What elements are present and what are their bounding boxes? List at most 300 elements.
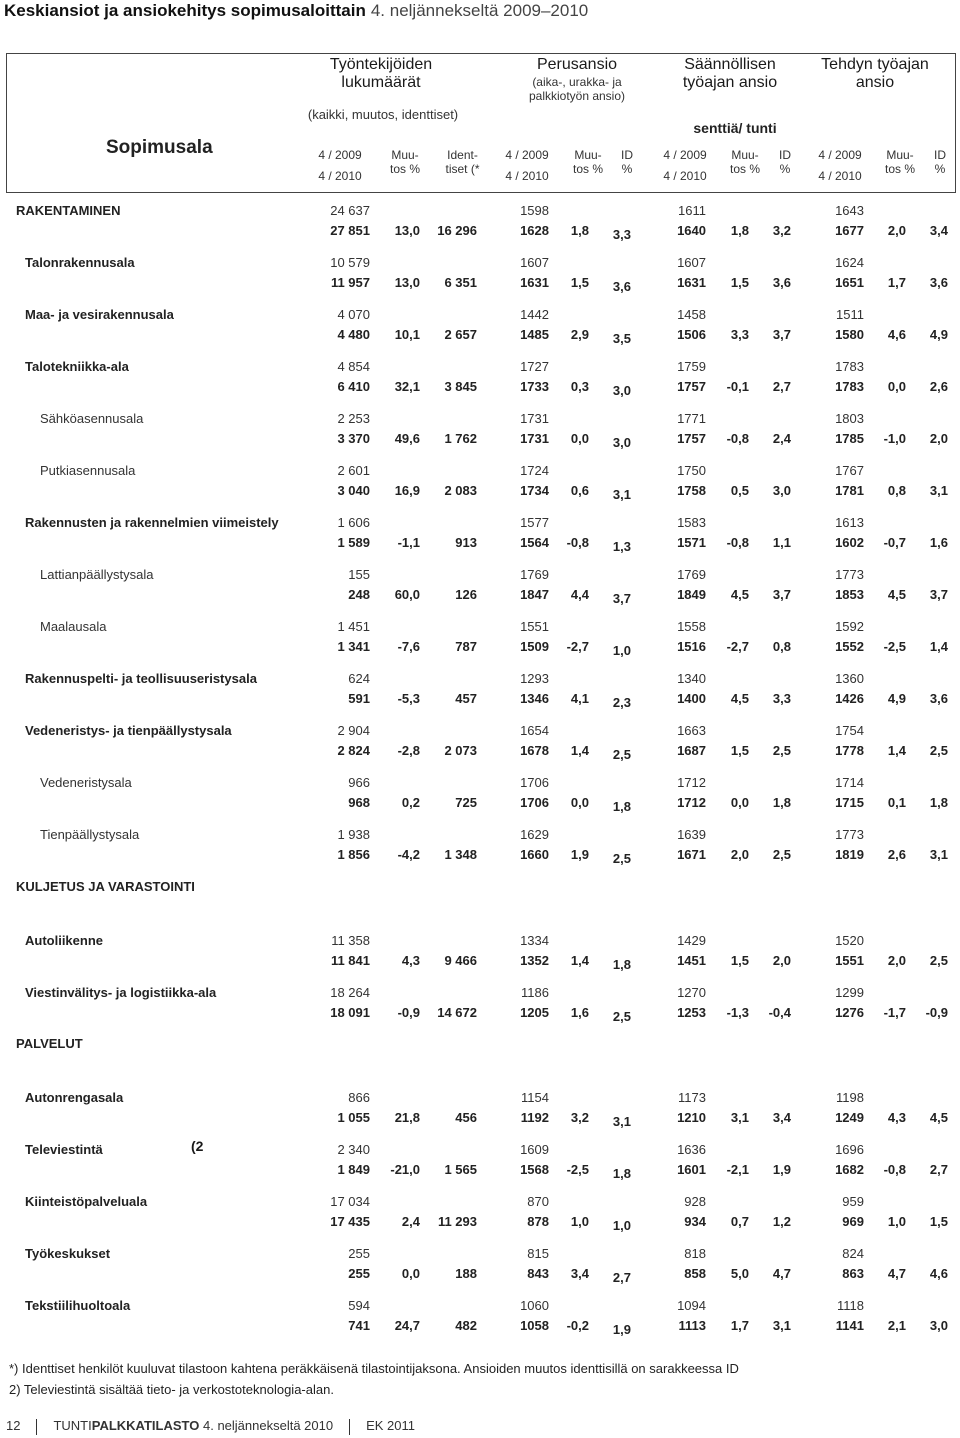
row-label: Talonrakennusala: [25, 255, 135, 270]
cell-workers-change: 60,0: [394, 587, 420, 602]
cell-saannollinen-2009: 1759: [677, 359, 706, 374]
cell-workers-2009: 2 340: [337, 1142, 370, 1157]
cell-saannollinen-id: 3,7: [772, 587, 791, 602]
cell-workers-change: 21,8: [394, 1110, 420, 1125]
cell-perusansio-id: 1,8: [612, 957, 631, 972]
cell-saannollinen-change: 3,1: [730, 1110, 749, 1125]
cell-tehdyn-2009: 1714: [835, 775, 864, 790]
cell-workers-2010: 741: [348, 1318, 370, 1333]
cell-perusansio-2009: 815: [527, 1246, 549, 1261]
cell-perusansio-2010: 1731: [520, 431, 549, 446]
cell-tehdyn-2010: 1651: [835, 275, 864, 290]
cell-workers-2010: 1 856: [337, 847, 370, 862]
row-label: Rakennuspelti- ja teollisuuseristysala: [25, 671, 257, 686]
table-row: [0, 1242, 960, 1290]
cell-tehdyn-change: -1,7: [883, 1005, 906, 1020]
cell-workers-identical: 9 466: [444, 953, 477, 968]
cell-saannollinen-change: -2,1: [726, 1162, 749, 1177]
table-row: [0, 667, 960, 715]
cell-workers-identical: 1 762: [444, 431, 477, 446]
cell-tehdyn-2010: 1781: [835, 483, 864, 498]
header-tehdyn-title: Tehdyn työajan ansio: [821, 56, 929, 92]
cell-saannollinen-2009: 818: [684, 1246, 706, 1261]
cell-workers-2009: 2 253: [337, 411, 370, 426]
cell-saannollinen-id: 3,4: [772, 1110, 791, 1125]
cell-workers-identical: 126: [455, 587, 477, 602]
cell-tehdyn-2010: 1426: [835, 691, 864, 706]
table-row: [0, 981, 960, 1029]
table-row: [0, 615, 960, 663]
cell-workers-identical: 482: [455, 1318, 477, 1333]
cell-tehdyn-change: -1,0: [883, 431, 906, 446]
cell-tehdyn-2009: 1773: [835, 827, 864, 842]
title-main: Keskiansiot ja ansiokehitys sopimusaloittain: [4, 1, 366, 20]
cell-saannollinen-2009: 1094: [677, 1298, 706, 1313]
cell-perusansio-2009: 1186: [521, 985, 549, 1000]
cell-tehdyn-2010: 1602: [835, 535, 864, 550]
cell-workers-2010: 3 370: [337, 431, 370, 446]
cell-tehdyn-2009: 1643: [835, 203, 864, 218]
header-id: ID %: [934, 148, 946, 176]
row-label: Rakennusten ja rakennelmien viimeistely: [25, 515, 279, 530]
cell-perusansio-2010: 1628: [520, 223, 549, 238]
cell-perusansio-change: 1,4: [570, 953, 589, 968]
header-id: ID %: [621, 148, 633, 176]
header-period-2009: 4 / 2009: [318, 148, 362, 162]
cell-perusansio-change: 2,9: [570, 327, 589, 342]
cell-perusansio-2009: 1551: [520, 619, 549, 634]
table-row: [0, 407, 960, 455]
cell-tehdyn-change: 4,3: [887, 1110, 906, 1125]
cell-workers-2010: 2 824: [337, 743, 370, 758]
table-row: [0, 1294, 960, 1342]
row-label: Autoliikenne: [25, 933, 104, 948]
cell-perusansio-2009: 1706: [520, 775, 549, 790]
cell-perusansio-id: 1,0: [612, 1218, 631, 1233]
cell-perusansio-change: -0,2: [566, 1318, 589, 1333]
header-id: ID %: [779, 148, 791, 176]
cell-saannollinen-change: -0,1: [726, 379, 749, 394]
cell-saannollinen-2010: 934: [684, 1214, 706, 1229]
cell-perusansio-2009: 1293: [520, 671, 549, 686]
cell-perusansio-change: -0,8: [566, 535, 589, 550]
header-period-2010: 4 / 2010: [663, 169, 707, 183]
cell-workers-change: 16,9: [394, 483, 420, 498]
cell-perusansio-id: 3,0: [612, 435, 631, 450]
cell-perusansio-change: 1,0: [570, 1214, 589, 1229]
cell-saannollinen-id: 1,2: [772, 1214, 791, 1229]
cell-saannollinen-2010: 1758: [677, 483, 706, 498]
cell-saannollinen-2010: 1571: [677, 535, 706, 550]
cell-tehdyn-change: 1,0: [887, 1214, 906, 1229]
cell-tehdyn-2009: 1511: [836, 307, 864, 322]
table-row: [0, 823, 960, 871]
cell-tehdyn-id: 3,1: [929, 847, 948, 862]
cell-perusansio-id: 3,5: [612, 331, 631, 346]
cell-workers-2009: 2 904: [337, 723, 370, 738]
cell-perusansio-2010: 1847: [520, 587, 549, 602]
row-label: Viestinvälitys- ja logistiikka-ala: [25, 985, 217, 1000]
cell-perusansio-2009: 1577: [520, 515, 549, 530]
cell-perusansio-2009: 1769: [520, 567, 549, 582]
cell-perusansio-2010: 878: [527, 1214, 549, 1229]
header-saannollinen-title: Säännöllisen työajan ansio: [682, 56, 778, 92]
table-row: [0, 251, 960, 299]
title-period: 4. neljännekseltä 2009–2010: [370, 1, 589, 20]
cell-saannollinen-change: -0,8: [726, 431, 749, 446]
cell-tehdyn-2010: 1276: [835, 1005, 864, 1020]
cell-workers-identical: 787: [455, 639, 477, 654]
cell-perusansio-2010: 843: [527, 1266, 549, 1281]
cell-tehdyn-change: 2,6: [887, 847, 906, 862]
cell-perusansio-change: 0,3: [570, 379, 589, 394]
cell-perusansio-change: 1,5: [570, 275, 589, 290]
cell-saannollinen-2009: 1458: [677, 307, 706, 322]
cell-tehdyn-2010: 1682: [835, 1162, 864, 1177]
header-perusansio-sub: (aika-, urakka- ja palkkiotyön ansio): [528, 75, 626, 103]
cell-saannollinen-change: 1,7: [730, 1318, 749, 1333]
cell-workers-change: 13,0: [394, 223, 420, 238]
cell-saannollinen-id: 3,2: [772, 223, 791, 238]
cell-tehdyn-change: -0,8: [883, 1162, 906, 1177]
cell-tehdyn-id: 3,0: [929, 1318, 948, 1333]
cell-workers-change: -5,3: [397, 691, 420, 706]
cell-saannollinen-2009: 1636: [677, 1142, 706, 1157]
cell-tehdyn-2010: 969: [842, 1214, 864, 1229]
row-label: Tekstiilihuoltoala: [25, 1298, 131, 1313]
cell-saannollinen-change: 0,5: [730, 483, 749, 498]
cell-saannollinen-change: 3,3: [730, 327, 749, 342]
cell-saannollinen-change: -1,3: [726, 1005, 749, 1020]
section-palvelut: PALVELUT: [16, 1036, 83, 1051]
cell-workers-identical: 1 565: [444, 1162, 477, 1177]
cell-tehdyn-id: 4,6: [929, 1266, 948, 1281]
publisher: EK 2011: [366, 1418, 416, 1433]
cell-workers-2010: 3 040: [337, 483, 370, 498]
cell-perusansio-change: 4,4: [570, 587, 589, 602]
header-period-2009: 4 / 2009: [505, 148, 549, 162]
cell-saannollinen-id: 3,7: [772, 327, 791, 342]
cell-tehdyn-2009: 1299: [835, 985, 864, 1000]
header-workers-sub: (kaikki, muutos, identtiset): [307, 107, 459, 122]
cell-saannollinen-2010: 1400: [677, 691, 706, 706]
cell-tehdyn-2010: 1783: [835, 379, 864, 394]
cell-perusansio-2010: 1631: [520, 275, 549, 290]
cell-tehdyn-id: 2,5: [929, 743, 948, 758]
cell-tehdyn-id: 3,6: [929, 691, 948, 706]
cell-saannollinen-change: 0,0: [730, 795, 749, 810]
cell-workers-2010: 255: [348, 1266, 370, 1281]
cell-saannollinen-id: 2,4: [772, 431, 791, 446]
cell-tehdyn-2010: 1580: [835, 327, 864, 342]
cell-perusansio-2010: 1568: [520, 1162, 549, 1177]
cell-workers-2009: 866: [348, 1090, 370, 1105]
cell-saannollinen-2010: 1451: [677, 953, 706, 968]
cell-tehdyn-change: 0,0: [887, 379, 906, 394]
cell-perusansio-2009: 1154: [521, 1090, 549, 1105]
publication-name-b: PALKKATILASTO: [91, 1418, 200, 1433]
cell-perusansio-2010: 1733: [520, 379, 549, 394]
cell-perusansio-id: 1,0: [612, 643, 631, 658]
cell-workers-2009: 624: [348, 671, 370, 686]
cell-saannollinen-id: 3,1: [772, 1318, 791, 1333]
cell-tehdyn-2010: 1715: [835, 795, 864, 810]
cell-tehdyn-id: 2,6: [929, 379, 948, 394]
cell-saannollinen-change: -0,8: [726, 535, 749, 550]
cell-saannollinen-2009: 1639: [677, 827, 706, 842]
table-row: [0, 1138, 960, 1186]
cell-workers-2010: 4 480: [337, 327, 370, 342]
row-label: Sähköasennusala: [40, 411, 144, 426]
row-label: Maa- ja vesirakennusala: [25, 307, 174, 322]
cell-saannollinen-id: 2,5: [772, 847, 791, 862]
cell-workers-2010: 1 589: [337, 535, 370, 550]
cell-saannollinen-change: 4,5: [730, 587, 749, 602]
cell-saannollinen-2010: 858: [684, 1266, 706, 1281]
cell-tehdyn-2009: 1360: [835, 671, 864, 686]
table-row: [0, 303, 960, 351]
cell-perusansio-id: 3,7: [612, 591, 631, 606]
table-row: [0, 719, 960, 767]
cell-saannollinen-2010: 1687: [677, 743, 706, 758]
publication-name-a: TUNTI: [53, 1418, 92, 1433]
cell-saannollinen-change: 1,8: [730, 223, 749, 238]
cell-perusansio-id: 2,5: [612, 851, 631, 866]
cell-workers-2009: 11 358: [331, 933, 370, 948]
cell-perusansio-2010: 1678: [520, 743, 549, 758]
cell-workers-2010: 6 410: [337, 379, 370, 394]
cell-tehdyn-2010: 1785: [835, 431, 864, 446]
cell-saannollinen-change: 1,5: [730, 743, 749, 758]
cell-workers-change: 0,2: [401, 795, 420, 810]
cell-workers-identical: 725: [455, 795, 477, 810]
row-label: Maalausala: [40, 619, 107, 634]
cell-tehdyn-2010: 1677: [835, 223, 864, 238]
cell-workers-change: 49,6: [394, 431, 420, 446]
cell-saannollinen-2009: 1712: [677, 775, 706, 790]
cell-tehdyn-2010: 1552: [835, 639, 864, 654]
cell-perusansio-2009: 1334: [520, 933, 549, 948]
cell-workers-identical: 16 296: [437, 223, 477, 238]
cell-saannollinen-2010: 1849: [677, 587, 706, 602]
cell-perusansio-id: 2,5: [612, 747, 631, 762]
footnote-televiestinta: 2) Televiestintä sisältää tieto- ja verkostoteknologia-alan.: [9, 1382, 334, 1397]
header-period-2009: 4 / 2009: [818, 148, 862, 162]
cell-tehdyn-2009: 1613: [835, 515, 864, 530]
cell-saannollinen-2010: 1210: [677, 1110, 706, 1125]
cell-tehdyn-2009: 1783: [835, 359, 864, 374]
cell-saannollinen-id: 3,3: [772, 691, 791, 706]
header-period-2009: 4 / 2009: [663, 148, 707, 162]
header-identtiset: Ident- tiset (*: [445, 148, 480, 176]
cell-tehdyn-change: 0,1: [887, 795, 906, 810]
cell-tehdyn-2009: 1520: [835, 933, 864, 948]
cell-tehdyn-change: 0,8: [887, 483, 906, 498]
publication-period: 4. neljännekseltä 2010: [202, 1418, 334, 1433]
cell-perusansio-2009: 1727: [520, 359, 549, 374]
cell-perusansio-2009: 1598: [520, 203, 549, 218]
cell-perusansio-id: 1,9: [612, 1322, 631, 1337]
header-period-2010: 4 / 2010: [318, 169, 362, 183]
cell-perusansio-change: 1,4: [570, 743, 589, 758]
cell-perusansio-id: 3,3: [612, 227, 631, 242]
cell-tehdyn-2009: 1767: [835, 463, 864, 478]
cell-tehdyn-change: 4,7: [887, 1266, 906, 1281]
cell-workers-identical: 456: [455, 1110, 477, 1125]
cell-perusansio-2009: 870: [527, 1194, 549, 1209]
row-label: Talotekniikka-ala: [25, 359, 129, 374]
cell-tehdyn-id: 2,5: [929, 953, 948, 968]
table-row: [0, 771, 960, 819]
cell-saannollinen-change: 5,0: [730, 1266, 749, 1281]
cell-workers-2009: 18 264: [330, 985, 370, 1000]
cell-tehdyn-2010: 1249: [835, 1110, 864, 1125]
cell-tehdyn-change: -0,7: [883, 535, 906, 550]
cell-perusansio-change: 3,2: [570, 1110, 589, 1125]
cell-tehdyn-id: 3,1: [929, 483, 948, 498]
cell-workers-change: 2,4: [401, 1214, 420, 1229]
cell-workers-change: -21,0: [390, 1162, 420, 1177]
cell-perusansio-2010: 1706: [520, 795, 549, 810]
cell-workers-identical: 3 845: [444, 379, 477, 394]
cell-saannollinen-id: 3,0: [772, 483, 791, 498]
row-label: Tienpäällystysala: [40, 827, 140, 842]
cell-tehdyn-change: 2,1: [887, 1318, 906, 1333]
cell-workers-2009: 10 579: [330, 255, 370, 270]
cell-workers-2009: 1 606: [337, 515, 370, 530]
cell-workers-2009: 966: [348, 775, 370, 790]
cell-tehdyn-id: 3,6: [929, 275, 948, 290]
cell-saannollinen-id: 1,8: [772, 795, 791, 810]
cell-perusansio-id: 1,8: [612, 1166, 631, 1181]
table-row: [0, 1190, 960, 1238]
cell-perusansio-id: 1,8: [612, 799, 631, 814]
header-perusansio-title: Perusansio: [536, 56, 618, 73]
cell-perusansio-2010: 1352: [520, 953, 549, 968]
row-label: Työkeskukset: [25, 1246, 111, 1261]
cell-workers-identical: 1 348: [444, 847, 477, 862]
cell-tehdyn-id: 4,9: [929, 327, 948, 342]
header-workers-title: Työntekijöiden lukumäärät: [329, 56, 433, 92]
cell-perusansio-change: 4,1: [570, 691, 589, 706]
row-label: Kiinteistöpalveluala: [25, 1194, 148, 1209]
section-kuljetus: KULJETUS JA VARASTOINTI: [16, 879, 195, 894]
cell-workers-2010: 18 091: [330, 1005, 370, 1020]
cell-tehdyn-2010: 1141: [835, 1318, 864, 1333]
cell-perusansio-id: 3,1: [612, 487, 631, 502]
cell-tehdyn-2009: 1624: [835, 255, 864, 270]
cell-perusansio-id: 3,0: [612, 383, 631, 398]
cell-perusansio-2009: 1060: [520, 1298, 549, 1313]
header-muutos: Muu- tos %: [729, 148, 760, 176]
cell-workers-identical: 188: [455, 1266, 477, 1281]
cell-perusansio-change: -2,5: [566, 1162, 589, 1177]
cell-workers-2010: 591: [348, 691, 370, 706]
cell-tehdyn-2009: 1198: [836, 1090, 864, 1105]
cell-perusansio-change: 0,0: [570, 795, 589, 810]
cell-saannollinen-2010: 1516: [677, 639, 706, 654]
cell-workers-change: 4,3: [401, 953, 420, 968]
cell-perusansio-change: -2,7: [566, 639, 589, 654]
cell-perusansio-id: 2,3: [612, 695, 631, 710]
cell-workers-2010: 1 341: [337, 639, 370, 654]
cell-saannollinen-2009: 1583: [677, 515, 706, 530]
cell-saannollinen-id: 1,9: [772, 1162, 791, 1177]
page-footer: [6, 1418, 415, 1435]
cell-workers-2009: 1 938: [337, 827, 370, 842]
cell-workers-change: -4,2: [397, 847, 420, 862]
cell-tehdyn-id: 4,5: [929, 1110, 948, 1125]
cell-tehdyn-2009: 1773: [835, 567, 864, 582]
cell-saannollinen-2009: 1771: [677, 411, 706, 426]
cell-workers-change: 24,7: [394, 1318, 420, 1333]
cell-workers-2010: 968: [348, 795, 370, 810]
cell-workers-2009: 4 070: [337, 307, 370, 322]
cell-workers-2010: 27 851: [330, 223, 370, 238]
cell-tehdyn-2009: 1592: [835, 619, 864, 634]
cell-tehdyn-2010: 863: [842, 1266, 864, 1281]
cell-saannollinen-2009: 1340: [677, 671, 706, 686]
cell-perusansio-2010: 1058: [520, 1318, 549, 1333]
cell-saannollinen-id: 1,1: [772, 535, 791, 550]
cell-saannollinen-2010: 1640: [677, 223, 706, 238]
cell-saannollinen-2009: 1429: [677, 933, 706, 948]
cell-tehdyn-2009: 824: [842, 1246, 864, 1261]
header-period-2010: 4 / 2010: [818, 169, 862, 183]
header-muutos: Muu- tos %: [884, 148, 915, 176]
cell-saannollinen-change: 2,0: [730, 847, 749, 862]
row-label: Vedeneristys- ja tienpäällystysala: [25, 723, 232, 738]
cell-saannollinen-change: 4,5: [730, 691, 749, 706]
cell-perusansio-2010: 1734: [520, 483, 549, 498]
table-row: [0, 1086, 960, 1134]
cell-tehdyn-2010: 1853: [835, 587, 864, 602]
cell-workers-change: 32,1: [394, 379, 420, 394]
table-row: [0, 511, 960, 559]
cell-tehdyn-id: 1,8: [929, 795, 948, 810]
table-row: [0, 459, 960, 507]
footer-divider: [36, 1419, 37, 1435]
cell-perusansio-change: 1,8: [570, 223, 589, 238]
cell-perusansio-change: 1,9: [570, 847, 589, 862]
table-row: [0, 199, 960, 247]
cell-perusansio-change: 0,6: [570, 483, 589, 498]
cell-tehdyn-change: 2,0: [887, 953, 906, 968]
cell-workers-identical: 2 083: [444, 483, 477, 498]
cell-saannollinen-id: 2,0: [772, 953, 791, 968]
cell-perusansio-2010: 1660: [520, 847, 549, 862]
cell-tehdyn-change: 4,6: [887, 327, 906, 342]
cell-perusansio-id: 3,1: [612, 1114, 631, 1129]
cell-tehdyn-id: 1,4: [929, 639, 948, 654]
cell-workers-change: -1,1: [397, 535, 420, 550]
page-number: 12: [6, 1418, 21, 1433]
cell-saannollinen-id: 4,7: [772, 1266, 791, 1281]
cell-perusansio-2009: 1609: [520, 1142, 549, 1157]
cell-workers-2009: 1 451: [337, 619, 370, 634]
cell-perusansio-2009: 1629: [520, 827, 549, 842]
cell-tehdyn-change: 1,7: [887, 275, 906, 290]
cell-tehdyn-id: 1,5: [929, 1214, 948, 1229]
cell-saannollinen-2010: 1671: [677, 847, 706, 862]
cell-saannollinen-change: 1,5: [730, 953, 749, 968]
cell-saannollinen-change: 1,5: [730, 275, 749, 290]
cell-perusansio-2009: 1731: [520, 411, 549, 426]
cell-workers-change: -2,8: [397, 743, 420, 758]
cell-tehdyn-2010: 1778: [835, 743, 864, 758]
cell-tehdyn-id: -0,9: [925, 1005, 948, 1020]
cell-workers-identical: 2 657: [444, 327, 477, 342]
